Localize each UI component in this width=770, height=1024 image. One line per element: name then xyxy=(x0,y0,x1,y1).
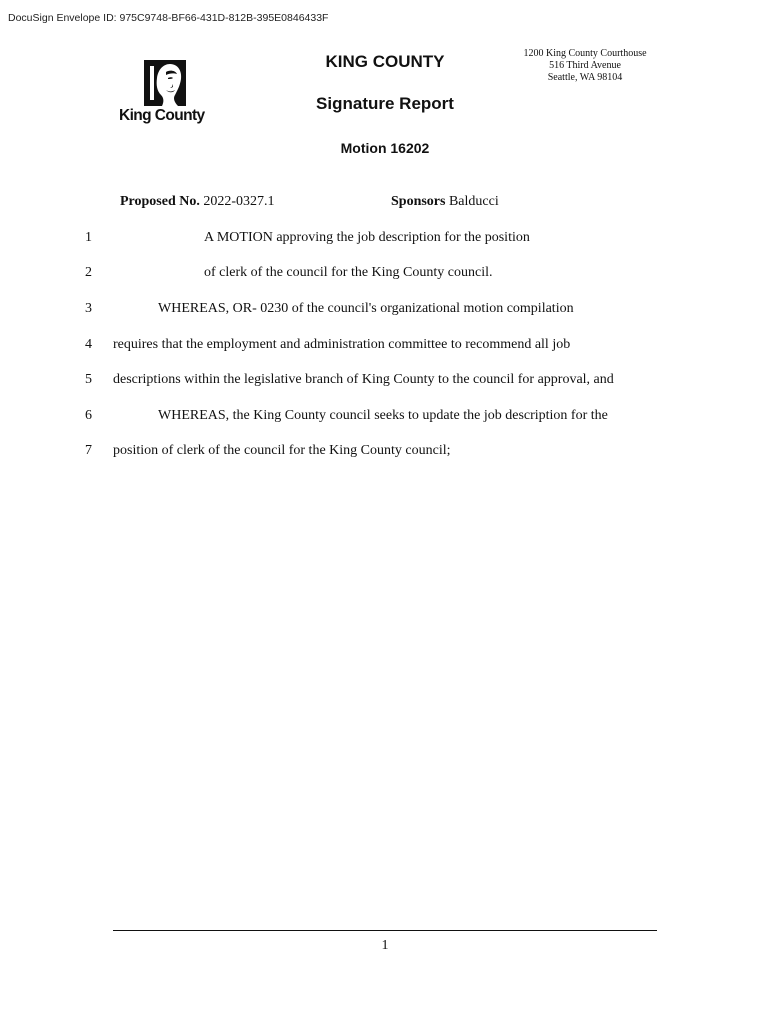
page-number: 1 xyxy=(381,938,389,953)
line-text: WHEREAS, the King County council seeks to update the job description for the xyxy=(158,408,608,423)
footer-divider xyxy=(113,930,657,931)
line-number: 7 xyxy=(85,443,92,458)
sponsors xyxy=(391,194,499,210)
king-county-logo xyxy=(118,60,214,128)
sponsors-label: Sponsors xyxy=(391,194,446,209)
address-line-3: Seattle, WA 98104 xyxy=(547,72,623,83)
motion-number: Motion 16202 xyxy=(340,140,430,156)
proposed-label: Proposed No. xyxy=(120,194,200,209)
address-line-1: 1200 King County Courthouse xyxy=(523,48,647,59)
line-number: 5 xyxy=(85,372,92,387)
line-number: 3 xyxy=(85,301,92,316)
king-county-wordmark: King County xyxy=(119,107,205,124)
line-text: requires that the employment and administration committee to recommend all job xyxy=(113,337,571,352)
king-county-portrait-icon xyxy=(144,60,186,106)
line-text: of clerk of the council for the King County council. xyxy=(204,265,493,280)
address-line-2: 516 Third Avenue xyxy=(549,60,621,71)
proposed-value: 2022-0327.1 xyxy=(203,194,275,209)
line-text: descriptions within the legislative branch of King County to the council for approval, and xyxy=(113,372,614,387)
line-number: 6 xyxy=(85,408,92,423)
courthouse-address xyxy=(505,48,665,84)
line-number: 4 xyxy=(85,337,92,352)
line-number: 2 xyxy=(85,265,92,280)
line-number: 1 xyxy=(85,230,92,245)
line-text: A MOTION approving the job description for the position xyxy=(204,230,530,245)
line-text: WHEREAS, OR- 0230 of the council's organizational motion compilation xyxy=(158,301,574,316)
sponsors-value: Balducci xyxy=(448,194,499,209)
county-name: KING COUNTY xyxy=(325,52,445,71)
report-title: Signature Report xyxy=(316,94,454,113)
docusign-envelope-id: DocuSign Envelope ID: 975C9748-BF66-431D-812B-395E0846433F xyxy=(8,12,329,24)
line-text: position of clerk of the council for the King County council; xyxy=(113,443,451,458)
proposed-number xyxy=(120,194,275,210)
